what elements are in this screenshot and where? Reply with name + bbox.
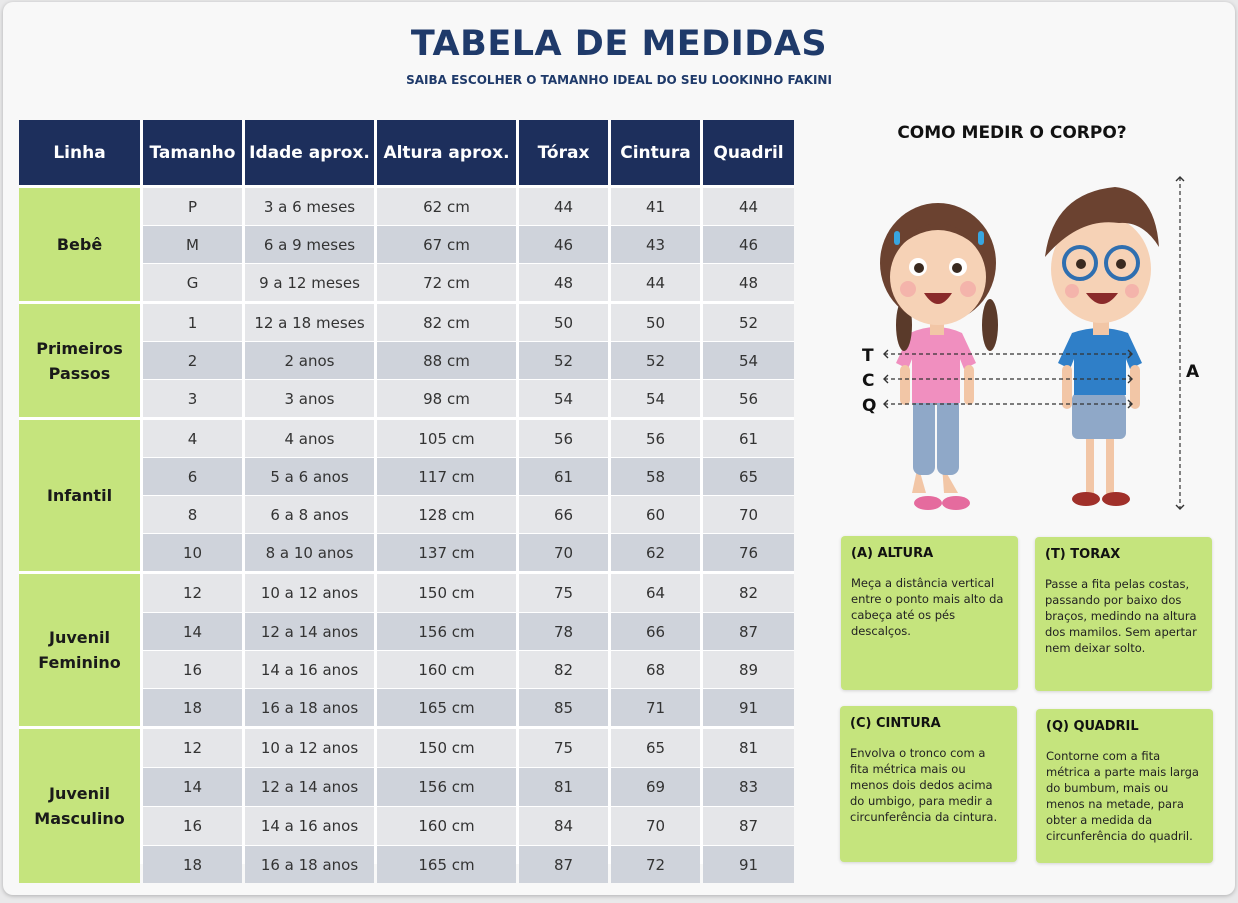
box-text: Contorne com a fita métrica a parte mais larga do bumbum, mais ou menos na metade, para obter a medida da circunferência do quadril. <box>1046 749 1199 843</box>
cell-altura: 160 cm <box>377 651 516 688</box>
cell-idade: 16 a 18 anos <box>245 689 374 726</box>
table-row <box>143 689 794 726</box>
cell-cintura: 66 <box>611 613 700 650</box>
cell-torax: 54 <box>519 380 608 417</box>
cell-tamanho: 2 <box>143 342 242 379</box>
cell-torax: 56 <box>519 420 608 457</box>
cell-idade: 4 anos <box>245 420 374 457</box>
group-juvenil-masculino: Juvenil Masculino <box>19 729 140 883</box>
group-primeiros-passos: Primeiros Passos <box>19 304 140 417</box>
header-torax: Tórax <box>519 120 608 185</box>
cell-idade: 2 anos <box>245 342 374 379</box>
box-heading: (Q) QUADRIL <box>1046 719 1139 734</box>
cell-altura: 165 cm <box>377 846 516 883</box>
cell-cintura: 41 <box>611 188 700 225</box>
cell-cintura: 52 <box>611 342 700 379</box>
table-row <box>143 458 794 495</box>
cell-idade: 6 a 8 anos <box>245 496 374 533</box>
box-cintura <box>840 706 1017 862</box>
cell-altura: 156 cm <box>377 613 516 650</box>
cell-tamanho: 14 <box>143 613 242 650</box>
cell-torax: 61 <box>519 458 608 495</box>
cell-torax: 82 <box>519 651 608 688</box>
cell-cintura: 54 <box>611 380 700 417</box>
page-title: TABELA DE MEDIDAS <box>410 24 828 64</box>
cell-quadril: 87 <box>703 807 794 845</box>
cell-idade: 16 a 18 anos <box>245 846 374 883</box>
cell-cintura: 62 <box>611 534 700 571</box>
cell-quadril: 52 <box>703 304 794 341</box>
cell-cintura: 70 <box>611 807 700 845</box>
box-text: Passe a fita pelas costas, passando por baixo dos braços, medindo na altura dos mamilos. Sem apertar nem deixar solto. <box>1045 577 1197 655</box>
group-bebe: Bebê <box>19 188 140 301</box>
box-text: Meça a distância vertical entre o ponto mais alto da cabeça até os pés descalços. <box>851 576 1004 638</box>
cell-torax: 84 <box>519 807 608 845</box>
cell-torax: 70 <box>519 534 608 571</box>
table-row <box>143 613 794 650</box>
cell-torax: 46 <box>519 226 608 263</box>
table-row <box>143 496 794 533</box>
cell-cintura: 65 <box>611 729 700 767</box>
header-tamanho: Tamanho <box>143 120 242 185</box>
cell-torax: 75 <box>519 574 608 612</box>
header-altura: Altura aprox. <box>377 120 516 185</box>
cell-torax: 50 <box>519 304 608 341</box>
box-torax <box>1035 537 1212 691</box>
cell-quadril: 56 <box>703 380 794 417</box>
cell-altura: 67 cm <box>377 226 516 263</box>
cell-tamanho: 16 <box>143 807 242 845</box>
cell-cintura: 71 <box>611 689 700 726</box>
how-to-measure-title: COMO MEDIR O CORPO? <box>897 123 1127 143</box>
table-row <box>143 651 794 688</box>
cell-tamanho: 12 <box>143 574 242 612</box>
cell-altura: 117 cm <box>377 458 516 495</box>
table-row <box>143 846 794 883</box>
table-row <box>143 226 794 263</box>
header-linha: Linha <box>19 120 140 185</box>
cell-altura: 128 cm <box>377 496 516 533</box>
cell-quadril: 91 <box>703 689 794 726</box>
cell-tamanho: 3 <box>143 380 242 417</box>
label-t: T <box>862 346 874 366</box>
label-a: A <box>1186 362 1200 382</box>
table-row <box>143 304 794 341</box>
cell-quadril: 65 <box>703 458 794 495</box>
girl-figure <box>880 203 998 510</box>
cell-quadril: 81 <box>703 729 794 767</box>
cell-tamanho: 12 <box>143 729 242 767</box>
box-text: Envolva o tronco com a fita métrica mais ou menos dois dedos acima do umbigo, para medir a circunferência da cintura. <box>850 746 998 824</box>
cell-idade: 6 a 9 meses <box>245 226 374 263</box>
cell-tamanho: 18 <box>143 846 242 883</box>
cell-altura: 160 cm <box>377 807 516 845</box>
cell-altura: 156 cm <box>377 768 516 806</box>
cell-tamanho: 1 <box>143 304 242 341</box>
cell-quadril: 87 <box>703 613 794 650</box>
cell-torax: 75 <box>519 729 608 767</box>
cell-quadril: 61 <box>703 420 794 457</box>
cell-quadril: 89 <box>703 651 794 688</box>
table-row <box>143 534 794 571</box>
cell-cintura: 50 <box>611 304 700 341</box>
cell-altura: 150 cm <box>377 729 516 767</box>
cell-idade: 12 a 18 meses <box>245 304 374 341</box>
cell-idade: 3 a 6 meses <box>245 188 374 225</box>
cell-altura: 165 cm <box>377 689 516 726</box>
table-row <box>143 420 794 457</box>
cell-idade: 3 anos <box>245 380 374 417</box>
header-cintura: Cintura <box>611 120 700 185</box>
table-row <box>143 807 794 845</box>
cell-cintura: 68 <box>611 651 700 688</box>
cell-altura: 105 cm <box>377 420 516 457</box>
cell-altura: 82 cm <box>377 304 516 341</box>
cell-torax: 87 <box>519 846 608 883</box>
cell-cintura: 72 <box>611 846 700 883</box>
cell-cintura: 60 <box>611 496 700 533</box>
table-row <box>143 729 794 767</box>
cell-altura: 150 cm <box>377 574 516 612</box>
cell-quadril: 76 <box>703 534 794 571</box>
cell-idade: 10 a 12 anos <box>245 574 374 612</box>
cell-torax: 44 <box>519 188 608 225</box>
box-heading: (T) TORAX <box>1045 547 1121 562</box>
cell-idade: 12 a 14 anos <box>245 768 374 806</box>
group-infantil: Infantil <box>19 420 140 571</box>
cell-quadril: 54 <box>703 342 794 379</box>
cell-quadril: 83 <box>703 768 794 806</box>
table-row <box>143 574 794 612</box>
header-quadril: Quadril <box>703 120 794 185</box>
cell-tamanho: 14 <box>143 768 242 806</box>
label-q: Q <box>862 396 877 416</box>
cell-torax: 66 <box>519 496 608 533</box>
box-altura <box>841 536 1018 690</box>
table-row <box>143 768 794 806</box>
cell-tamanho: 18 <box>143 689 242 726</box>
cell-cintura: 69 <box>611 768 700 806</box>
cell-quadril: 70 <box>703 496 794 533</box>
cell-altura: 88 cm <box>377 342 516 379</box>
box-heading: (C) CINTURA <box>850 716 941 731</box>
cell-quadril: 46 <box>703 226 794 263</box>
cell-torax: 81 <box>519 768 608 806</box>
box-heading: (A) ALTURA <box>851 546 934 561</box>
cell-tamanho: 8 <box>143 496 242 533</box>
cell-tamanho: 6 <box>143 458 242 495</box>
cell-altura: 72 cm <box>377 264 516 301</box>
cell-cintura: 44 <box>611 264 700 301</box>
cell-cintura: 56 <box>611 420 700 457</box>
cell-cintura: 58 <box>611 458 700 495</box>
page-subtitle: SAIBA ESCOLHER O TAMANHO IDEAL DO SEU LOOKINHO FAKINI <box>406 73 832 87</box>
cell-idade: 12 a 14 anos <box>245 613 374 650</box>
cell-torax: 48 <box>519 264 608 301</box>
cell-idade: 10 a 12 anos <box>245 729 374 767</box>
cell-altura: 62 cm <box>377 188 516 225</box>
cell-altura: 98 cm <box>377 380 516 417</box>
cell-tamanho: 4 <box>143 420 242 457</box>
label-c: C <box>862 371 875 391</box>
table-row <box>143 380 794 417</box>
cell-tamanho: 10 <box>143 534 242 571</box>
cell-tamanho: 16 <box>143 651 242 688</box>
size-table <box>19 120 794 874</box>
cell-quadril: 44 <box>703 188 794 225</box>
cell-torax: 85 <box>519 689 608 726</box>
cell-quadril: 82 <box>703 574 794 612</box>
table-row <box>143 188 794 225</box>
cell-cintura: 43 <box>611 226 700 263</box>
cell-idade: 14 a 16 anos <box>245 651 374 688</box>
cell-quadril: 91 <box>703 846 794 883</box>
header-idade: Idade aprox. <box>245 120 374 185</box>
cell-cintura: 64 <box>611 574 700 612</box>
cell-torax: 52 <box>519 342 608 379</box>
cell-tamanho: M <box>143 226 242 263</box>
cell-idade: 8 a 10 anos <box>245 534 374 571</box>
cell-idade: 14 a 16 anos <box>245 807 374 845</box>
table-row <box>143 264 794 301</box>
group-juvenil-feminino: Juvenil Feminino <box>19 574 140 726</box>
box-quadril <box>1036 709 1213 863</box>
cell-quadril: 48 <box>703 264 794 301</box>
cell-tamanho: P <box>143 188 242 225</box>
boy-figure <box>1045 187 1159 506</box>
cell-altura: 137 cm <box>377 534 516 571</box>
cell-tamanho: G <box>143 264 242 301</box>
kids-illustration <box>850 165 1210 525</box>
cell-idade: 9 a 12 meses <box>245 264 374 301</box>
table-row <box>143 342 794 379</box>
cell-torax: 78 <box>519 613 608 650</box>
cell-idade: 5 a 6 anos <box>245 458 374 495</box>
